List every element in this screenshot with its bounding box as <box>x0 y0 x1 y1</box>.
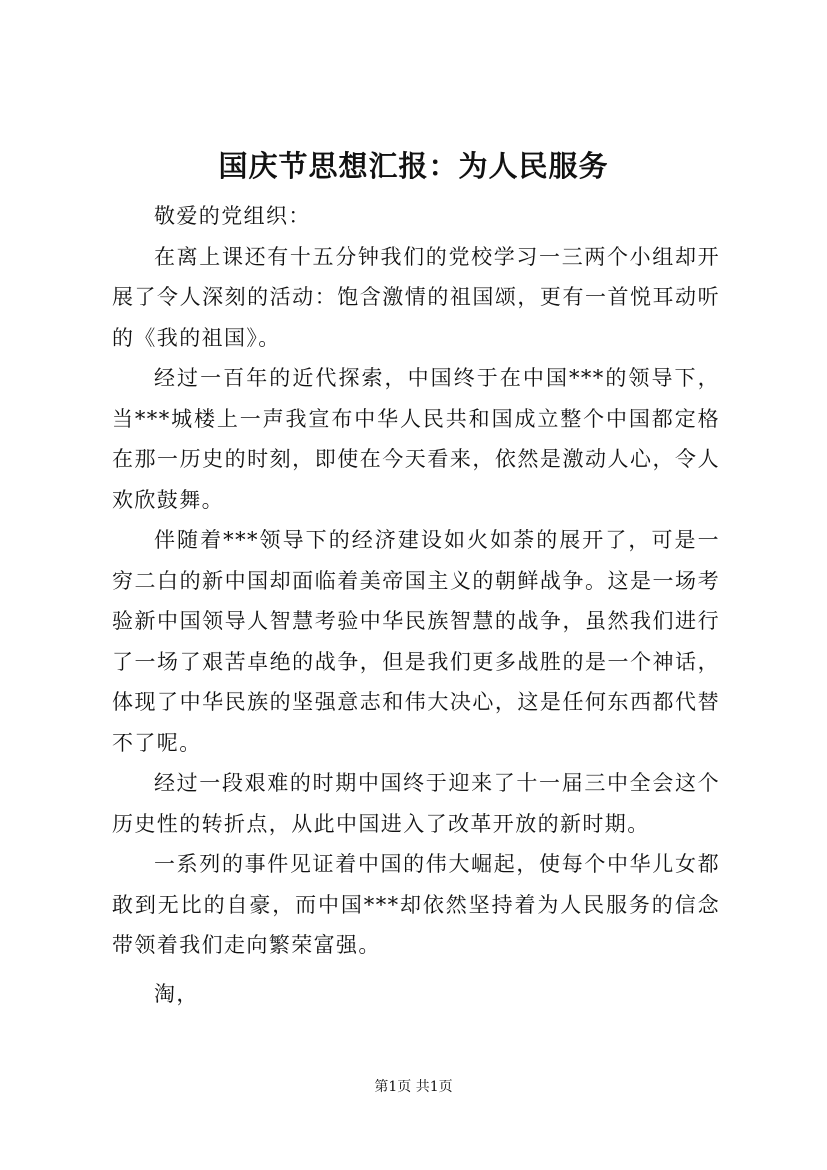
document-title: 国庆节思想汇报：为人民服务 <box>218 149 609 183</box>
page-footer: 第1页 共1页 <box>374 1079 453 1095</box>
paragraph-4: 经过一段艰难的时期中国终于迎来了十一届三中全会这个历史性的转折点，从此中国进入了改革开放的新时期。 <box>112 771 720 836</box>
paragraph-3: 伴随着***领导下的经济建设如火如荼的展开了，可是一穷二白的新中国却面临着美帝国主义的朝鲜战争。这是一场考验新中国领导人智慧考验中华民族智慧的战争，虽然我们进行了一场了艰苦卓绝的战争，但是我们更多战胜的是一个神话，体现了中华民族的坚强意志和伟大决心，这是任何东西都代替不了呢。 <box>112 528 720 755</box>
paragraph-2: 经过一百年的近代探索，中国终于在中国***的领导下，当***城楼上一声我宣布中华人民共和国成立整个中国都定格在那一历史的时刻，即使在今天看来，依然是激动人心，令人欢欣鼓舞。 <box>112 366 720 512</box>
paragraph-5: 一系列的事件见证着中国的伟大崛起，使每个中华儿女都敢到无比的自豪，而中国***却依然坚持着为人民服务的信念带领着我们走向繁荣富强。 <box>112 852 720 957</box>
closing-text: 淘， <box>154 981 199 1006</box>
document-body <box>112 196 720 1014</box>
paragraph-1: 在离上课还有十五分钟我们的党校学习一三两个小组却开展了令人深刻的活动：饱含激情的祖国颂，更有一首悦耳动听的《我的祖国》。 <box>112 244 720 350</box>
salutation: 敬爱的党组织： <box>154 204 311 228</box>
